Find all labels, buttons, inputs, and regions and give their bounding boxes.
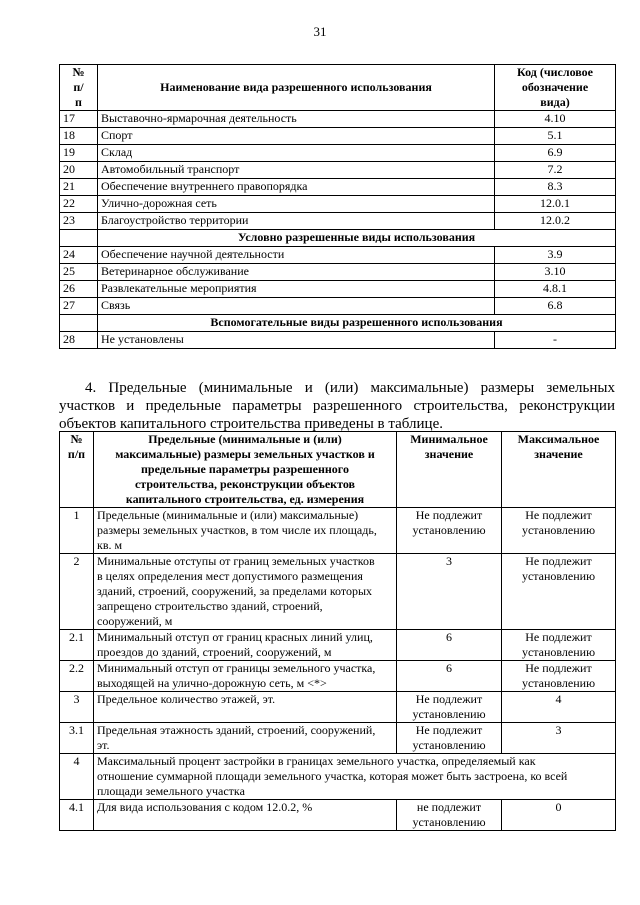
row-name: Не установлены — [98, 332, 495, 349]
row-name: Склад — [98, 145, 495, 162]
row-code: 5.1 — [495, 128, 616, 145]
param-name: Предельная этажность зданий, строений, сооружений, эт. — [94, 723, 397, 754]
param-min: Не подлежит установлению — [397, 723, 502, 754]
row-code: 7.2 — [495, 162, 616, 179]
table-row — [60, 162, 616, 179]
row-code: 12.0.1 — [495, 196, 616, 213]
row-code: 3.10 — [495, 264, 616, 281]
header-code: Код (числовое обозначение вида) — [495, 65, 616, 111]
table-row — [60, 145, 616, 162]
row-name: Спорт — [98, 128, 495, 145]
t2-header-num: № п/п — [60, 432, 94, 508]
table-row — [60, 281, 616, 298]
row-code: 6.9 — [495, 145, 616, 162]
row-code: 6.8 — [495, 298, 616, 315]
permitted-use-table — [59, 64, 616, 349]
row-num: 27 — [60, 298, 98, 315]
row-num: 22 — [60, 196, 98, 213]
header-name: Наименование вида разрешенного использования — [98, 65, 495, 111]
param-max: 4 — [502, 692, 616, 723]
row-name: Развлекательные мероприятия — [98, 281, 495, 298]
table-row — [60, 508, 616, 554]
row4-num: 4 — [60, 754, 94, 800]
row-num: 26 — [60, 281, 98, 298]
param-min: не подлежит установлению — [397, 800, 502, 831]
row-code: - — [495, 332, 616, 349]
table-row — [60, 196, 616, 213]
param-num: 3.1 — [60, 723, 94, 754]
t2-header-min: Минимальное значение — [397, 432, 502, 508]
row-code: 8.3 — [495, 179, 616, 196]
param-max: Не подлежит установлению — [502, 661, 616, 692]
param-min: 6 — [397, 661, 502, 692]
row-name: Выставочно-ярмарочная деятельность — [98, 111, 495, 128]
table-row — [60, 247, 616, 264]
table-row — [60, 179, 616, 196]
section-conditional-title: Условно разрешенные виды использования — [98, 230, 616, 247]
param-name: Минимальный отступ от границ красных линий улиц, проездов до зданий, строений, сооружений, м — [94, 630, 397, 661]
row-num: 24 — [60, 247, 98, 264]
param-num: 2 — [60, 554, 94, 630]
row-num: 21 — [60, 179, 98, 196]
table-row — [60, 298, 616, 315]
table-row — [60, 630, 616, 661]
param-num: 3 — [60, 692, 94, 723]
param-num: 4.1 — [60, 800, 94, 831]
param-name: Предельные (минимальные и (или) максимальные) размеры земельных участков, в том числе их площадь, кв. м — [94, 508, 397, 554]
param-name: Для вида использования с кодом 12.0.2, % — [94, 800, 397, 831]
row-code: 12.0.2 — [495, 213, 616, 230]
table-row — [60, 111, 616, 128]
param-max: 3 — [502, 723, 616, 754]
header-num: № п/ п — [60, 65, 98, 111]
table-row — [60, 723, 616, 754]
table-row — [60, 332, 616, 349]
page-number: 31 — [313, 24, 327, 39]
param-max: Не подлежит установлению — [502, 508, 616, 554]
row4-text: Максимальный процент застройки в границах земельного участка, определяемый как отношение суммарной площади земельного участка, которая может быть застроена, ко всей площади земельного участка — [94, 754, 616, 800]
param-min: 6 — [397, 630, 502, 661]
table-row — [60, 213, 616, 230]
param-max: Не подлежит установлению — [502, 554, 616, 630]
param-min: Не подлежит установлению — [397, 692, 502, 723]
row-name: Обеспечение внутреннего правопорядка — [98, 179, 495, 196]
row-code: 3.9 — [495, 247, 616, 264]
row-num: 19 — [60, 145, 98, 162]
row-name: Благоустройство территории — [98, 213, 495, 230]
row-num: 28 — [60, 332, 98, 349]
row-name: Ветеринарное обслуживание — [98, 264, 495, 281]
param-name: Предельное количество этажей, эт. — [94, 692, 397, 723]
row-code: 4.8.1 — [495, 281, 616, 298]
param-name: Минимальный отступ от границы земельного участка, выходящей на улично-дорожную сеть, м <*> — [94, 661, 397, 692]
row-num: 17 — [60, 111, 98, 128]
table-row — [60, 692, 616, 723]
t2-header-name: Предельные (минимальные и (или) максимальные) размеры земельных участков и предельные параметры разрешенного строительства, реконструкции объектов капитального строительства, ед. измерения — [94, 432, 397, 508]
table-row — [60, 264, 616, 281]
param-max: Не подлежит установлению — [502, 630, 616, 661]
table-row — [60, 554, 616, 630]
row-num: 23 — [60, 213, 98, 230]
row-name: Улично-дорожная сеть — [98, 196, 495, 213]
row-name: Автомобильный транспорт — [98, 162, 495, 179]
table-row — [60, 128, 616, 145]
row-num: 18 — [60, 128, 98, 145]
param-num: 1 — [60, 508, 94, 554]
row-code: 4.10 — [495, 111, 616, 128]
param-num: 2.2 — [60, 661, 94, 692]
row-num: 20 — [60, 162, 98, 179]
param-max: 0 — [502, 800, 616, 831]
section-auxiliary-title: Вспомогательные виды разрешенного использования — [98, 315, 616, 332]
param-name: Минимальные отступы от границ земельных участков в целях определения мест допустимого размещения зданий, строений, сооружений, за пределами которых запрещено строительство зданий, строений, сооружений, м — [94, 554, 397, 630]
parameters-table — [59, 431, 616, 831]
param-num: 2.1 — [60, 630, 94, 661]
row-name: Связь — [98, 298, 495, 315]
row-num: 25 — [60, 264, 98, 281]
row-name: Обеспечение научной деятельности — [98, 247, 495, 264]
table-row — [60, 800, 616, 831]
t2-header-max: Максимальное значение — [502, 432, 616, 508]
param-min: 3 — [397, 554, 502, 630]
table-row — [60, 661, 616, 692]
section-4-paragraph: 4. Предельные (минимальные и (или) максимальные) размеры земельных участков и предельные параметры разрешенного строительства, реконструкции объектов капитального строительства приведены в таблице. — [59, 380, 615, 432]
param-min: Не подлежит установлению — [397, 508, 502, 554]
